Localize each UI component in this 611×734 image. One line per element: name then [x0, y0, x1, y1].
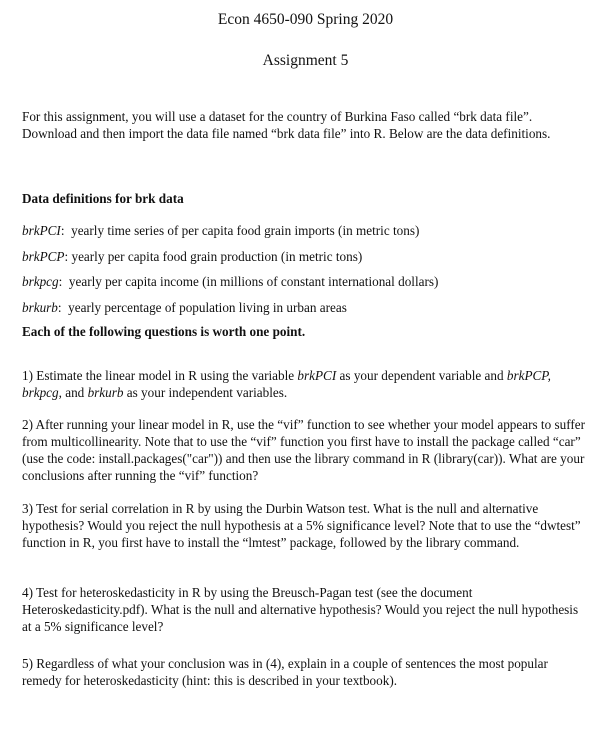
question-5: 5) Regardless of what your conclusion was in (4), explain in a couple of sentences the most popular remedy for heteroskedasticity (hint: this is described in your textbook). [22, 656, 548, 688]
question-1-independent-var: brkurb [87, 385, 124, 400]
intro-paragraph: For this assignment, you will use a dataset for the country of Burkina Faso called “brk data file”. Download and then import the data file named “brk data file” into R. Below are the data definitions. [22, 109, 551, 141]
question-3: 3) Test for serial correlation in R by using the Durbin Watson test. What is the null and alternative hypothesis? Would you reject the null hypothesis at a 5% significance level? Note that to use the “dwtest” function in R, you first have to install the “lmtest” package, followed by the library command. [22, 501, 581, 550]
question-1 [22, 367, 590, 401]
definition-term: brkpcg [22, 274, 59, 290]
question-2: 2) After running your linear model in R, use the “vif” function to see whether your model appears to suffer from multicollinearity. Note that to use the “vif” function you first have to install the package called “car” (use the code: install.packages("car")) and then use the library command in R (library(car)). What are your conclusions after running the “vif” function? [22, 417, 585, 483]
assignment-title: Assignment 5 [262, 52, 349, 69]
definition-item: brkPCP: yearly per capita food grain production (in metric tons) [22, 248, 363, 264]
question-1-independent-vars: brkPCP, brkpcg [22, 368, 551, 400]
definition-term: brkPCP [22, 248, 65, 264]
question-1-dependent-var: brkPCI [297, 368, 337, 383]
points-note: Each of the following questions is worth one point. [22, 324, 306, 339]
definition-item: brkPCI: yearly time series of per capita food grain imports (in metric tons) [22, 223, 420, 238]
definition-item: brkurb: yearly percentage of population living in urban areas [22, 299, 347, 315]
data-definitions-heading: Data definitions for brk data [22, 191, 184, 206]
question-1-text: , and [58, 385, 88, 400]
definition-term: brkPCI [22, 223, 61, 238]
question-4: 4) Test for heteroskedasticity in R by using the Breusch-Pagan test (see the document Heteroskedasticity.pdf). What is the null and alternative hypothesis? Would you reject the null hypothesis at a 5% significance level? [22, 585, 579, 634]
question-1-text: as your dependent variable and [336, 368, 507, 383]
definition-description: yearly per capita income (in millions of constant international dollars) [68, 274, 439, 290]
course-title: Econ 4650-090 Spring 2020 [217, 11, 394, 28]
definition-item: brkpcg: yearly per capita income (in millions of constant international dollars) [22, 274, 439, 290]
definition-description: yearly percentage of population living in urban areas [68, 299, 347, 315]
question-1-text: 1) Estimate the linear model in R using the variable [22, 368, 298, 383]
definition-term: brkurb [22, 299, 58, 315]
definition-description: yearly time series of per capita food grain imports (in metric tons) [71, 223, 420, 238]
definitions-list [22, 222, 590, 324]
definition-description: yearly per capita food grain production (in metric tons) [71, 248, 363, 264]
question-1-text: as your independent variables. [123, 385, 288, 400]
